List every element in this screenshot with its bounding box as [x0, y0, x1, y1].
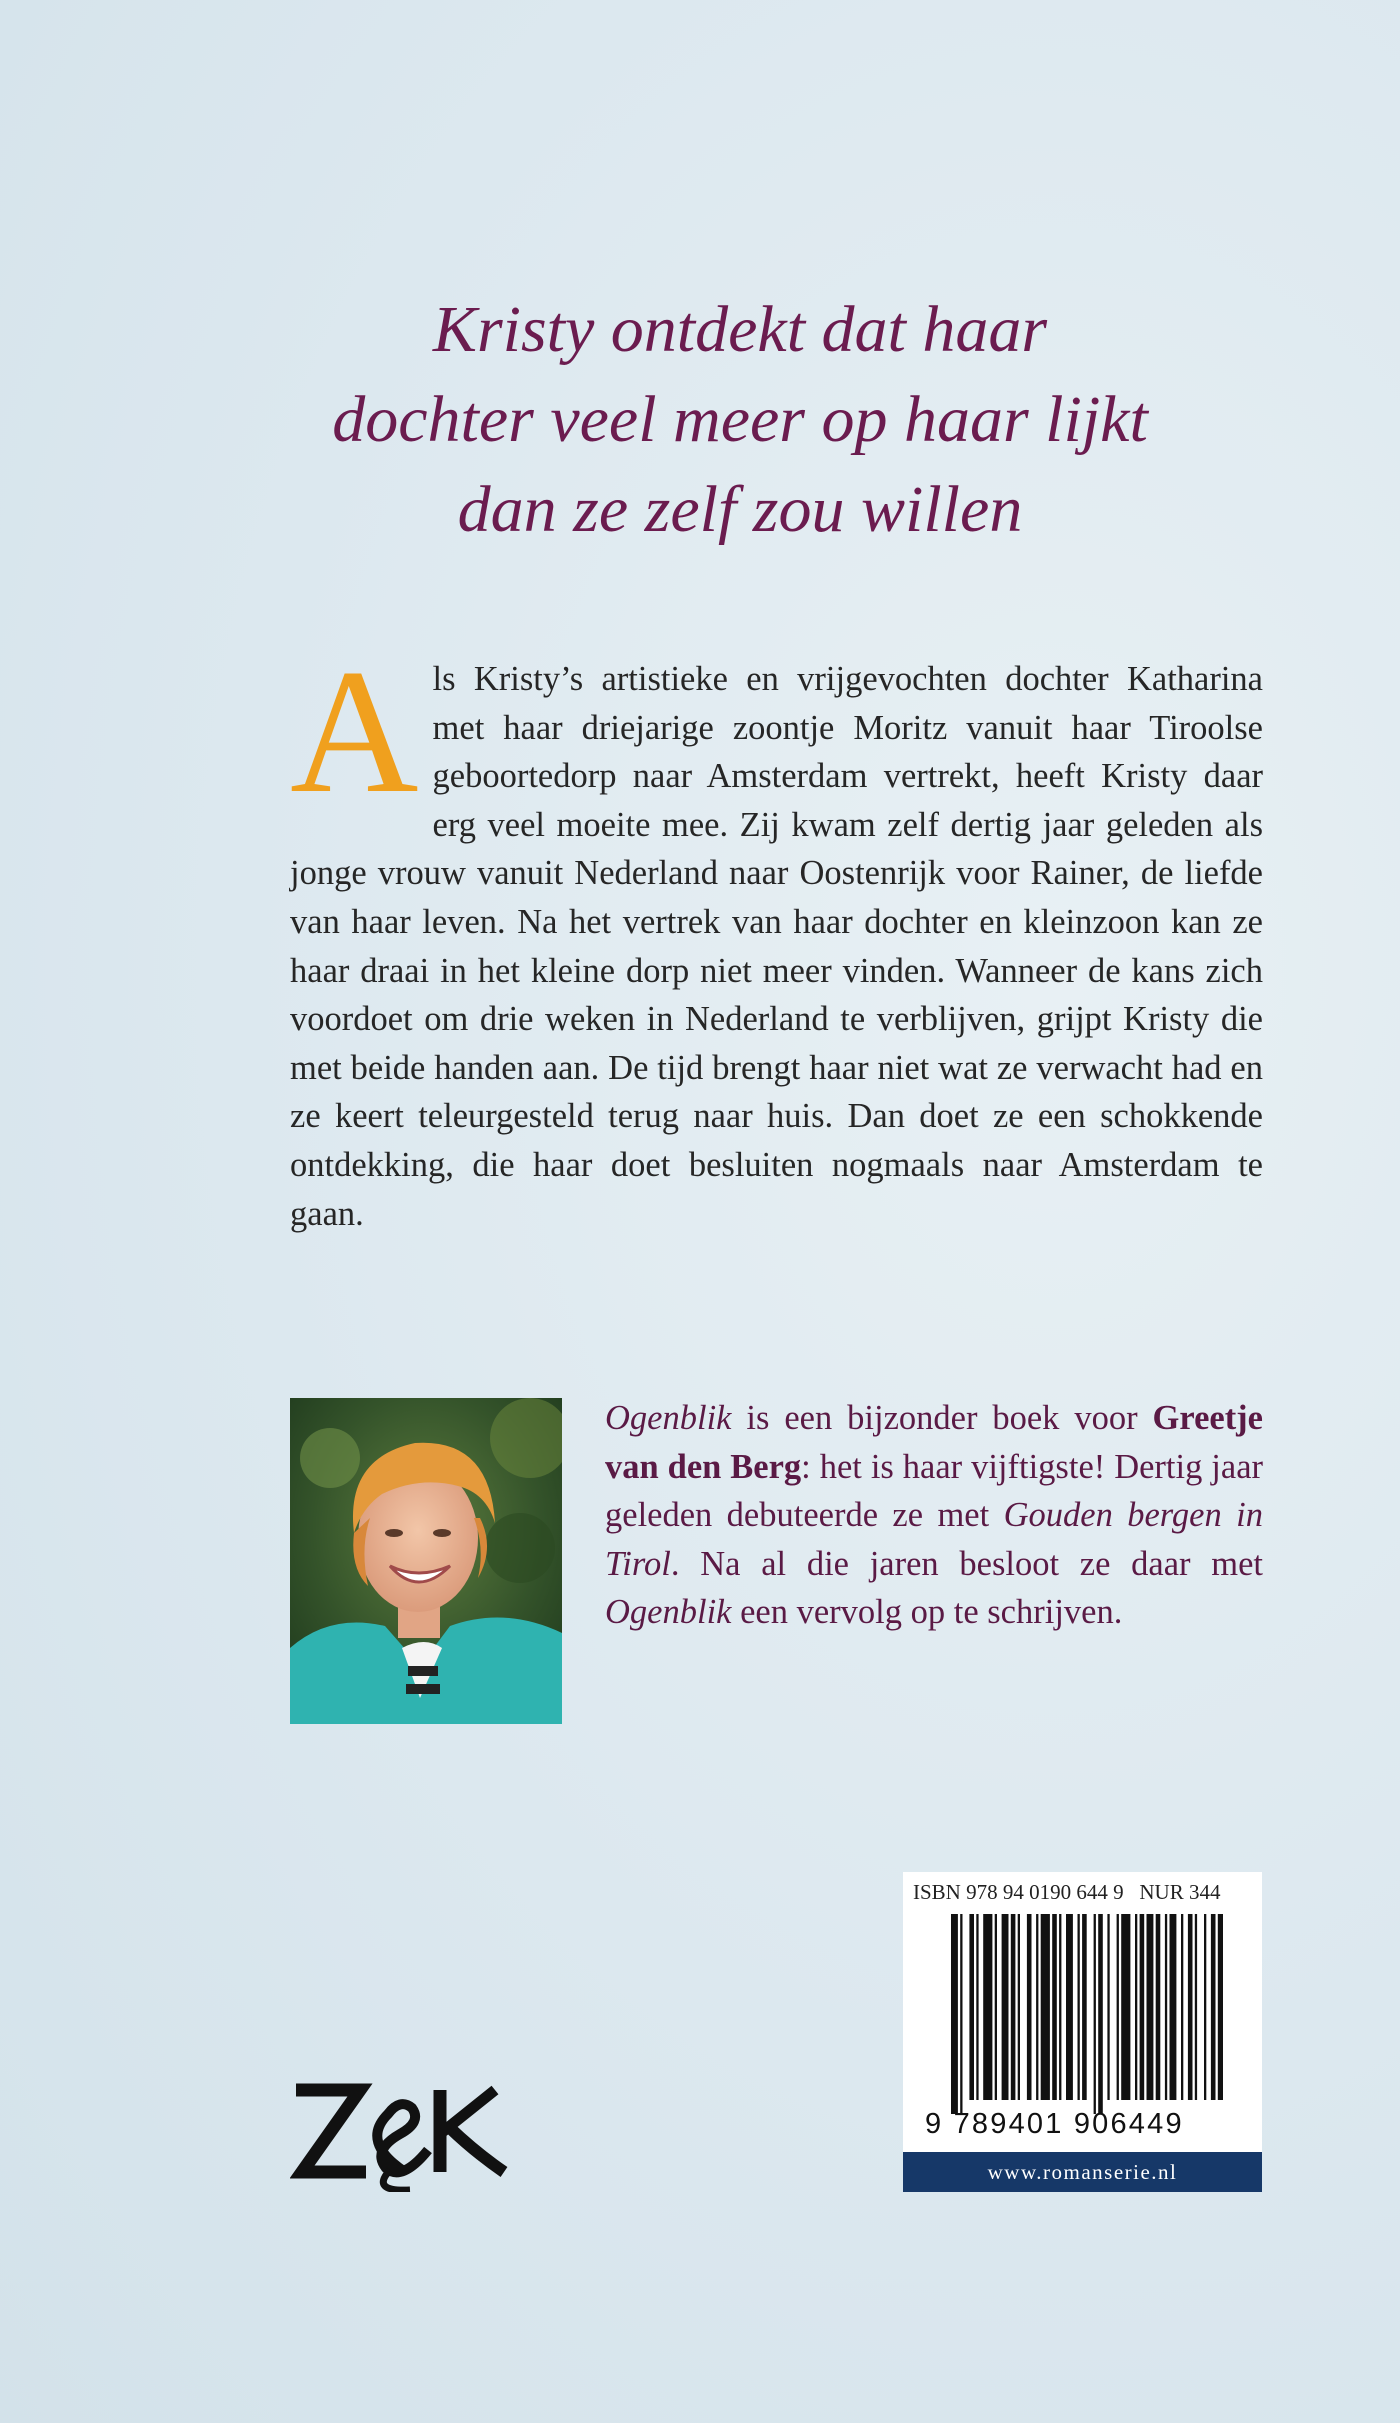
tagline-line-1: Kristy ontdekt dat haar [432, 293, 1048, 366]
barcode-bar [960, 1914, 962, 2114]
barcode-bar [1188, 1914, 1193, 2100]
barcode-bar [1052, 1914, 1057, 2100]
author-text-4: een vervolg op te schrijven. [731, 1593, 1123, 1632]
isbn-label: ISBN 978 94 0190 644 9 [913, 1880, 1124, 1904]
barcode-icon [951, 1914, 1223, 2114]
barcode-bar [1082, 1914, 1087, 2100]
barcode-bar [1140, 1914, 1145, 2100]
zk-logo-icon [290, 2072, 510, 2192]
barcode-bar [951, 1914, 958, 2114]
book-title: Ogenblik [605, 1399, 732, 1437]
barcode-bar [1211, 1914, 1216, 2100]
author-note [605, 1394, 1263, 1637]
barcode-bar [1181, 1914, 1183, 2100]
tagline-line-3: dan ze zelf zou willen [457, 473, 1023, 546]
drop-cap: A [290, 632, 419, 830]
website-band: www.romanserie.nl [903, 2152, 1262, 2192]
nur-label: NUR 344 [1139, 1880, 1221, 1904]
barcode-bar [995, 1914, 997, 2100]
author-text-3: . Na al die jaren besloot ze daar met [670, 1544, 1263, 1583]
barcode-bar [1078, 1914, 1080, 2100]
barcode-bar [1066, 1914, 1073, 2100]
barcode-bar [1036, 1914, 1038, 2100]
barcode-bar [1107, 1914, 1109, 2100]
barcode-bar [1002, 1914, 1009, 2100]
tagline-line-2: dochter veel meer op haar lijkt [332, 383, 1148, 456]
barcode-bar [1027, 1914, 1032, 2100]
barcode-bar [1121, 1914, 1130, 2100]
barcode-bar [1218, 1914, 1223, 2100]
book-title-2: Ogenblik [605, 1593, 732, 1632]
barcode-bar [1165, 1914, 1167, 2100]
barcode-bar [1195, 1914, 1197, 2100]
barcode-bar [1135, 1914, 1137, 2100]
publisher-logo [290, 2072, 510, 2192]
debut-title: Gouden bergen in Tirol [605, 1496, 1263, 1583]
tagline [290, 285, 1190, 555]
author-photo [290, 1398, 562, 1724]
barcode-bar [1204, 1914, 1206, 2100]
barcode-bar [1170, 1914, 1177, 2100]
barcode-bar [1041, 1914, 1050, 2100]
author-name: Greetje van den Berg [605, 1399, 1263, 1486]
barcode-bar [1018, 1914, 1020, 2100]
barcode-bar [1117, 1914, 1119, 2100]
barcode-number: 9 789401 906449 [925, 2108, 1184, 2140]
barcode-bar [1098, 1914, 1103, 2114]
author-text-2: : het is haar vijftigste! Dertig jaar geleden debuteerde ze met [605, 1447, 1263, 1535]
author-photo-image [290, 1398, 562, 1724]
blurb-text: ls Kristy’s artistieke en vrijgevochten dochter Katharina met haar driejarige zoontje Moritz vanuit haar Tiroolse geboortedorp naar Amsterdam vertrekt, heeft Kristy daar erg veel moeite mee. Zij kwam zelf dertig jaar geleden als jonge vrouw vanuit Nederland naar Oostenrijk voor Rainer, de liefde van haar leven. Na het vertrek van haar dochter en kleinzoon kan ze haar draai in het kleine dorp niet meer vinden. Wanneer de kans zich voordoet om drie weken in Nederland te verblijven, grijpt Kristy die met beide handen aan. De tijd brengt haar niet wat ze verwacht had en ze keert teleurgesteld terug naar huis. Dan doet ze een schokkende ontdekking, die haar doet besluiten nogmaals naar Amsterdam te gaan. [290, 660, 1263, 1233]
isbn-line [913, 1880, 1253, 1905]
barcode-bar [983, 1914, 992, 2100]
author-text-1: is een bijzonder boek voor [731, 1399, 1153, 1437]
barcode-bar [1059, 1914, 1061, 2100]
barcode-bar [1147, 1914, 1154, 2100]
barcode-block [903, 1872, 1262, 2192]
barcode-bar [1094, 1914, 1096, 2114]
blurb [290, 632, 1263, 1238]
barcode-bar [1011, 1914, 1016, 2100]
barcode-bar [1156, 1914, 1161, 2100]
barcode-bar [969, 1914, 974, 2100]
barcode-bar [976, 1914, 978, 2100]
